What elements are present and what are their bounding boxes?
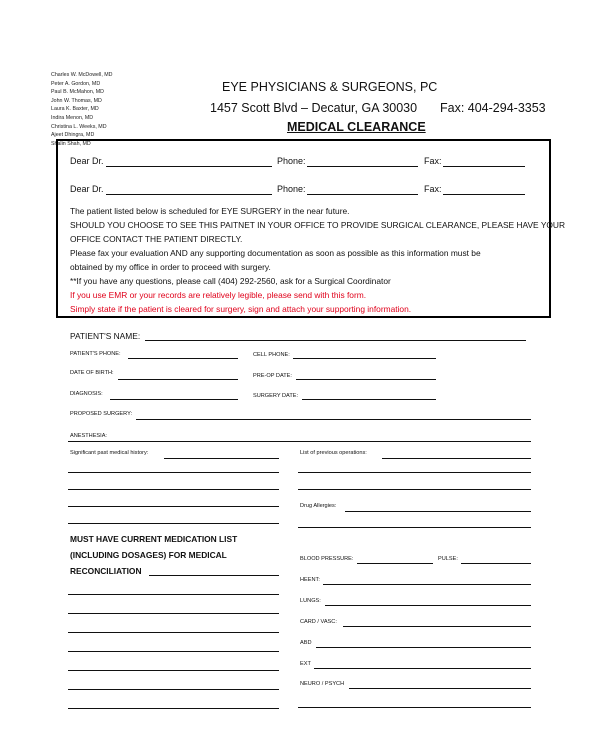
past-history-line[interactable] bbox=[68, 506, 279, 507]
dob-field[interactable] bbox=[118, 379, 238, 380]
dear-dr-label: Dear Dr. bbox=[70, 156, 104, 166]
info-line: **If you have any questions, please call (404) 292-2560, ask for a Surgical Coordinator bbox=[70, 276, 391, 286]
drug-allergies-label: Drug Allergies: bbox=[300, 503, 337, 509]
pre-op-date-label: PRE-OP DATE: bbox=[253, 373, 292, 379]
blood-pressure-label: BLOOD PRESSURE: bbox=[300, 556, 354, 562]
doctor-list bbox=[51, 71, 113, 148]
fax-field[interactable] bbox=[443, 166, 525, 167]
fax-label: Fax: bbox=[424, 156, 442, 166]
past-history-line[interactable] bbox=[68, 472, 279, 473]
medication-field[interactable] bbox=[149, 575, 279, 576]
doctor-name: Laura K. Baxter, MD bbox=[51, 106, 99, 113]
doctor-name: Charles W. McDowell, MD bbox=[51, 72, 113, 78]
past-history-label: Significant past medical history: bbox=[70, 450, 149, 456]
abd-label: ABD bbox=[300, 640, 312, 646]
info-line: SHOULD YOU CHOOSE TO SEE THIS PAITNET IN YOUR OFFICE TO PROVIDE SURGICAL CLEARANCE, PLEASE HAVE YOUR bbox=[70, 220, 566, 230]
practice-fax: Fax: 404-294-3353 bbox=[440, 101, 546, 115]
fax-label-2: Fax: bbox=[424, 184, 442, 194]
anesthesia-field[interactable] bbox=[68, 441, 531, 442]
medication-line[interactable] bbox=[68, 613, 279, 614]
phone-label: Phone: bbox=[277, 156, 306, 166]
surgery-date-field[interactable] bbox=[302, 399, 436, 400]
card-vasc-field[interactable] bbox=[343, 626, 531, 627]
heent-label: HEENT: bbox=[300, 577, 320, 583]
pre-op-date-field[interactable] bbox=[296, 379, 436, 380]
patient-phone-field[interactable] bbox=[128, 358, 238, 359]
practice-name: EYE PHYSICIANS & SURGEONS, PC bbox=[222, 80, 438, 94]
medication-line[interactable] bbox=[68, 689, 279, 690]
phone-field-2[interactable] bbox=[307, 194, 418, 195]
previous-operations-line[interactable] bbox=[298, 472, 531, 473]
info-line: Please fax your evaluation AND any supporting documentation as soon as possible as this information must be bbox=[70, 248, 481, 258]
previous-operations-field[interactable] bbox=[382, 458, 531, 459]
pulse-label: PULSE: bbox=[438, 556, 458, 562]
phone-label-2: Phone: bbox=[277, 184, 306, 194]
dob-label: DATE OF BIRTH: bbox=[70, 370, 114, 376]
doctor-name: John W. Thomas, MD bbox=[51, 97, 102, 104]
medication-line[interactable] bbox=[68, 670, 279, 671]
doctor-name: Christina L. Weeks, MD bbox=[51, 123, 107, 130]
ext-label: EXT bbox=[300, 661, 311, 667]
med-list-heading: MUST HAVE CURRENT MEDICATION LIST bbox=[70, 534, 238, 544]
red-note: If you use EMR or your records are relatively legible, please send with this form. bbox=[70, 290, 367, 300]
info-line: OFFICE CONTACT THE PATIENT DIRECTLY. bbox=[70, 234, 243, 244]
medication-line[interactable] bbox=[68, 632, 279, 633]
drug-allergies-field[interactable] bbox=[345, 511, 531, 512]
previous-operations-line[interactable] bbox=[298, 489, 531, 490]
proposed-surgery-field[interactable] bbox=[136, 419, 531, 420]
past-history-field[interactable] bbox=[164, 458, 279, 459]
blood-pressure-field[interactable] bbox=[357, 563, 433, 564]
abd-field[interactable] bbox=[316, 647, 531, 648]
form-title: MEDICAL CLEARANCE bbox=[287, 120, 426, 134]
pulse-field[interactable] bbox=[461, 563, 531, 564]
diagnosis-label: DIAGNOSIS: bbox=[70, 391, 103, 397]
lungs-label: LUNGS: bbox=[300, 598, 321, 604]
red-note: Simply state if the patient is cleared for surgery, sign and attach your supporting information. bbox=[70, 304, 412, 314]
practice-address: 1457 Scott Blvd – Decatur, GA 30030 bbox=[210, 101, 418, 115]
proposed-surgery-label: PROPOSED SURGERY: bbox=[70, 411, 133, 417]
past-history-line[interactable] bbox=[68, 523, 279, 524]
dear-dr-label-2: Dear Dr. bbox=[70, 184, 104, 194]
fax-field-2[interactable] bbox=[443, 194, 525, 195]
surgery-date-label: SURGERY DATE: bbox=[253, 393, 299, 399]
card-vasc-label: CARD / VASC: bbox=[300, 619, 337, 625]
neuro-psych-field[interactable] bbox=[349, 688, 531, 689]
anesthesia-label: ANESTHESIA: bbox=[70, 433, 107, 439]
doctor-name: Paul B. McMahon, MD bbox=[51, 89, 104, 96]
med-list-heading: (INCLUDING DOSAGES) FOR MEDICAL bbox=[70, 550, 227, 560]
ext-field[interactable] bbox=[314, 668, 531, 669]
medication-line[interactable] bbox=[68, 594, 279, 595]
patient-phone-label: PATIENT'S PHONE: bbox=[70, 351, 121, 357]
medication-line[interactable] bbox=[68, 651, 279, 652]
doctor-name: Peter A. Gordon, MD bbox=[51, 80, 101, 87]
lungs-field[interactable] bbox=[325, 605, 531, 606]
cell-phone-label: CELL PHONE: bbox=[253, 352, 290, 358]
phone-field[interactable] bbox=[307, 166, 418, 167]
diagnosis-field[interactable] bbox=[110, 399, 238, 400]
doctor-name: Ajeet Dhingra, MD bbox=[51, 132, 95, 139]
dear-dr-field[interactable] bbox=[106, 166, 272, 167]
heent-field[interactable] bbox=[323, 584, 531, 585]
doctor-name: Shalin Shah, MD bbox=[51, 140, 91, 147]
patient-name-label: PATIENT'S NAME: bbox=[70, 331, 141, 341]
med-list-heading: RECONCILIATION bbox=[70, 566, 142, 576]
patient-name-field[interactable] bbox=[145, 340, 526, 341]
neuro-psych-line[interactable] bbox=[298, 707, 531, 708]
neuro-psych-label: NEURO / PSYCH bbox=[300, 681, 345, 687]
info-line: The patient listed below is scheduled for EYE SURGERY in the near future. bbox=[70, 206, 350, 216]
dear-dr-field-2[interactable] bbox=[106, 194, 272, 195]
past-history-line[interactable] bbox=[68, 489, 279, 490]
cell-phone-field[interactable] bbox=[293, 358, 436, 359]
medication-line[interactable] bbox=[68, 708, 279, 709]
doctor-name: Indira Menon, MD bbox=[51, 114, 94, 121]
previous-operations-label: List of previous operations: bbox=[300, 450, 367, 456]
drug-allergies-line[interactable] bbox=[298, 527, 531, 528]
info-line: obtained by my office in order to proceed with surgery. bbox=[70, 262, 271, 272]
